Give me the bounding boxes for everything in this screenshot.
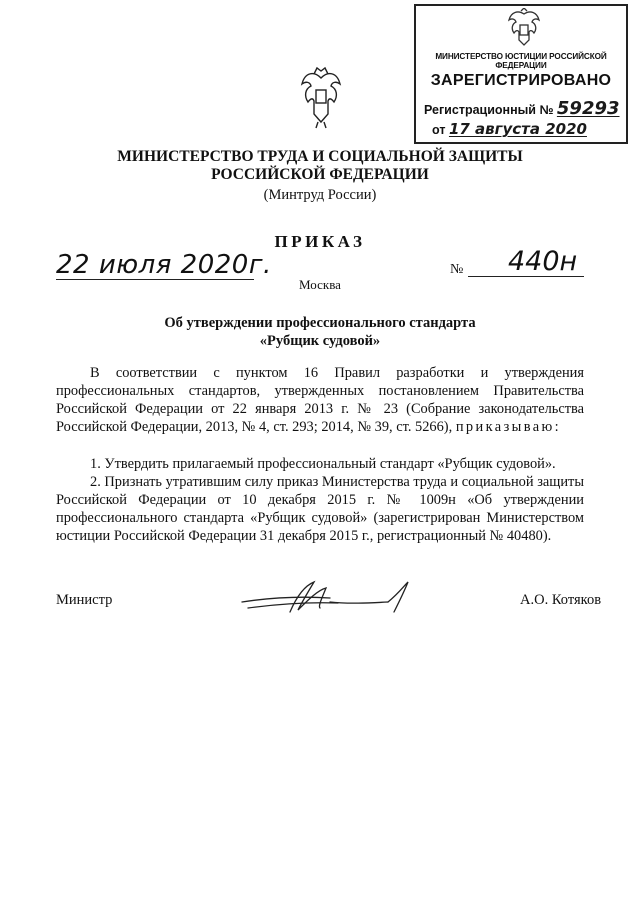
order-item-2: 2. Признать утратившим силу приказ Министерства труда и социальной защиты Российской Федерации от 10 декабря 2015 г. № 1009н «Об утверждении профессионального стандарта «Рубщик судовой» (зарегистрирован Министерством юстиции Российской Федерации 31 декабря 2015 г., регистрационный № 40480). — [56, 474, 584, 544]
ministry-line-2: РОССИЙСКОЙ ФЕДЕРАЦИИ — [211, 166, 429, 183]
decree-word: приказываю: — [455, 419, 562, 435]
stamp-reg-label: Регистрационный № — [424, 103, 554, 117]
coat-of-arms-icon — [506, 8, 542, 48]
signatory-name: А.О. Котяков — [520, 592, 602, 608]
order-item-1: 1. Утвердить прилагаемый профессиональный стандарт «Рубщик судовой». — [90, 456, 556, 472]
document-title: ПРИКАЗ — [274, 232, 366, 251]
ministry-name — [0, 148, 640, 184]
ministry-line-1: МИНИСТЕРСТВО ТРУДА И СОЦИАЛЬНОЙ ЗАЩИТЫ — [117, 148, 523, 165]
stamp-organization: МИНИСТЕРСТВО ЮСТИЦИИ РОССИЙСКОЙ ФЕДЕРАЦИИ — [435, 52, 607, 70]
subject-line-2: «Рубщик судовой» — [259, 333, 381, 349]
ministry-short-name: (Минтруд России) — [263, 187, 377, 203]
order-number-label: № — [450, 262, 464, 277]
stamp-status: ЗАРЕГИСТРИРОВАНО — [430, 72, 612, 89]
stamp-reg-line — [424, 98, 620, 119]
stamp-date-line — [432, 120, 587, 138]
stamp-date-label: от — [432, 123, 446, 137]
order-subject — [0, 314, 640, 350]
handwritten-signature — [238, 578, 428, 618]
stamp-reg-number: 59293 — [556, 98, 620, 119]
registration-stamp — [414, 4, 628, 144]
stamp-date-value: 17 августа 2020 — [448, 120, 587, 138]
preamble-text: В соответствии с пунктом 16 Правил разработки и утверждения профессиональных стандартов, утвержденных постановлением Правительства Российской Федерации от 22 января 2013 г. № 23 (Собрание законодательства Российской Федерации, 2013, № 4, ст. 293; 2014, № 39, ст. 5266), — [56, 365, 584, 435]
signatory-title: Министр — [56, 592, 113, 608]
preamble-paragraph — [56, 364, 584, 436]
coat-of-arms-icon — [299, 62, 343, 130]
order-city: Москва — [299, 277, 341, 292]
subject-line-1: Об утверждении профессионального стандарта — [164, 315, 476, 331]
order-number: 440н — [508, 246, 578, 277]
order-date: 22 июля 2020г. — [56, 250, 272, 280]
